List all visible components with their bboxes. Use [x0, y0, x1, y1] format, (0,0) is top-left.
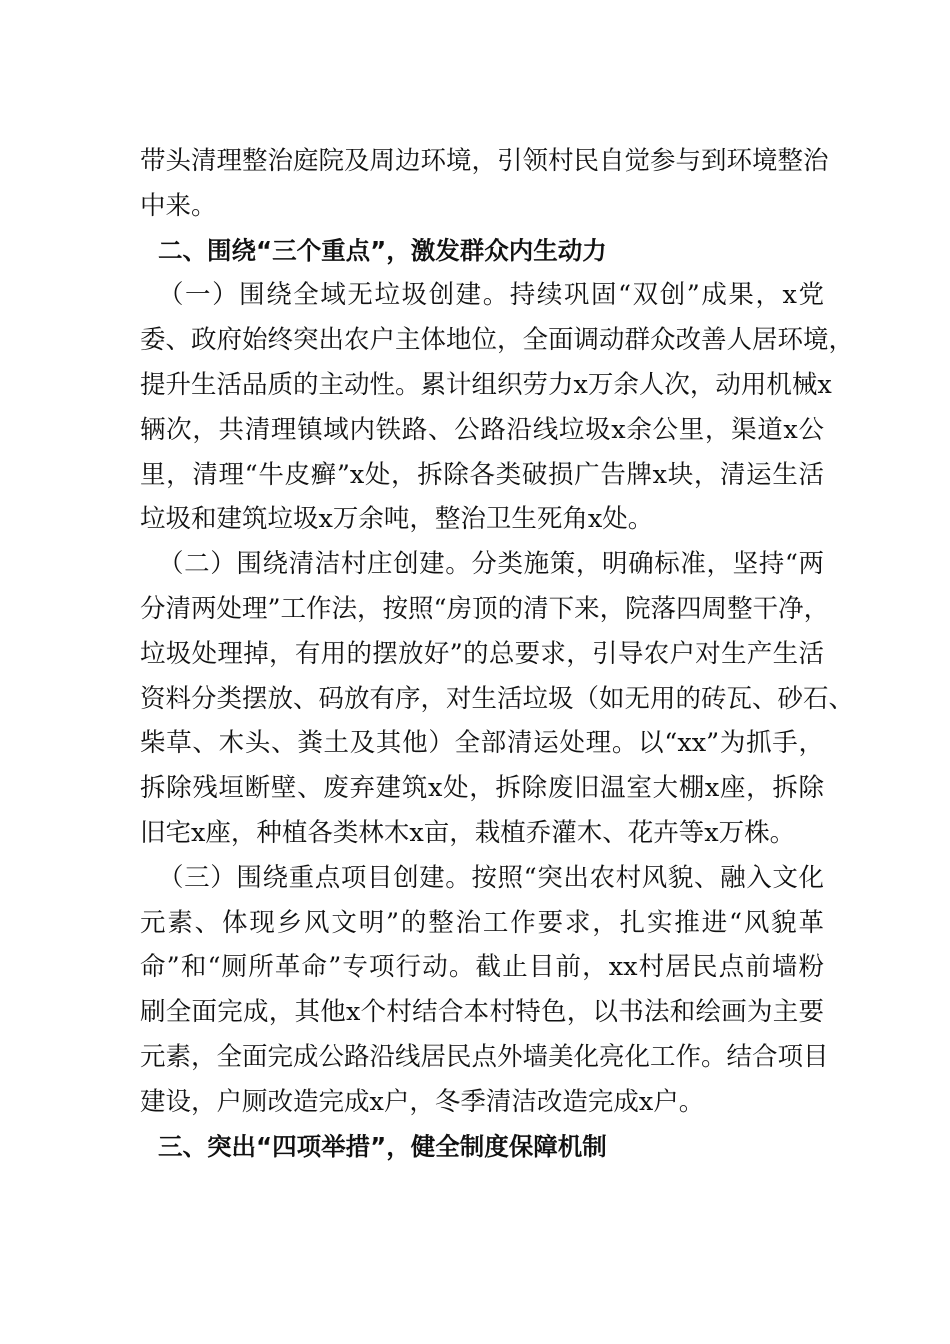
text-line: 刷全面完成，其他x个村结合本村特色，以书法和绘画为主要	[140, 997, 824, 1028]
paragraph-1	[140, 273, 855, 542]
section-heading-2: 二、围绕“三个重点”，激发群众内生动力	[158, 235, 607, 265]
text-line: 命”和“厕所革命”专项行动。截止目前，xx村居民点前墙粉	[140, 952, 824, 983]
section-heading-3: 三、突出“四项举措”，健全制度保障机制	[158, 1131, 607, 1161]
paragraph-3	[140, 856, 829, 1125]
document-page	[140, 139, 855, 1169]
text-line: 分清两处理”工作法，按照“房顶的清下来，院落四周整干净，	[140, 593, 830, 624]
text-line: 垃圾和建筑垃圾x万余吨，整治卫生死角x处。	[140, 504, 654, 535]
text-line: （二）围绕清洁村庄创建。分类施策，明确标准，坚持“两	[158, 549, 824, 580]
text-line: （一）围绕全域无垃圾创建。持续巩固“双创”成果，x党	[158, 280, 824, 311]
text-line: 垃圾处理掉，有用的摆放好”的总要求，引导农户对生产生活	[140, 638, 824, 669]
text-line: 元素、体现乡风文明”的整治工作要求，扎实推进“风貌革	[140, 907, 824, 938]
paragraph-continuation	[140, 139, 829, 229]
text-line: 旧宅x座，种植各类林木x亩，栽植乔灌木、花卉等x万株。	[140, 817, 796, 848]
text-line: 柴草、木头、粪土及其他）全部清运处理。以“xx”为抓手，	[140, 728, 824, 759]
text-line: 建设，户厕改造完成x户，冬季清洁改造完成x户。	[140, 1086, 705, 1117]
text-line: 辆次，共清理镇域内铁路、公路沿线垃圾x余公里，渠道x公	[140, 414, 824, 445]
text-line: 委、政府始终突出农户主体地位，全面调动群众改善人居环境，	[140, 325, 855, 356]
text-line: 带头清理整治庭院及周边环境，引领村民自觉参与到环境整治	[140, 146, 829, 176]
text-line: 里，清理“牛皮癣”x处，拆除各类破损广告牌x块，清运生活	[140, 459, 824, 490]
text-line: （三）围绕重点项目创建。按照“突出农村风貌、融入文化	[158, 862, 824, 893]
paragraph-2	[140, 542, 855, 856]
text-line: 拆除残垣断壁、废弃建筑x处，拆除废旧温室大棚x座，拆除	[140, 773, 824, 804]
text-line: 提升生活品质的主动性。累计组织劳力x万余人次，动用机械x	[140, 369, 832, 400]
text-line: 元素，全面完成公路沿线居民点外墙美化亮化工作。结合项目	[140, 1041, 829, 1072]
text-line: 中来。	[140, 190, 217, 221]
text-line: 资料分类摆放、码放有序，对生活垃圾（如无用的砖瓦、砂石、	[140, 683, 855, 714]
